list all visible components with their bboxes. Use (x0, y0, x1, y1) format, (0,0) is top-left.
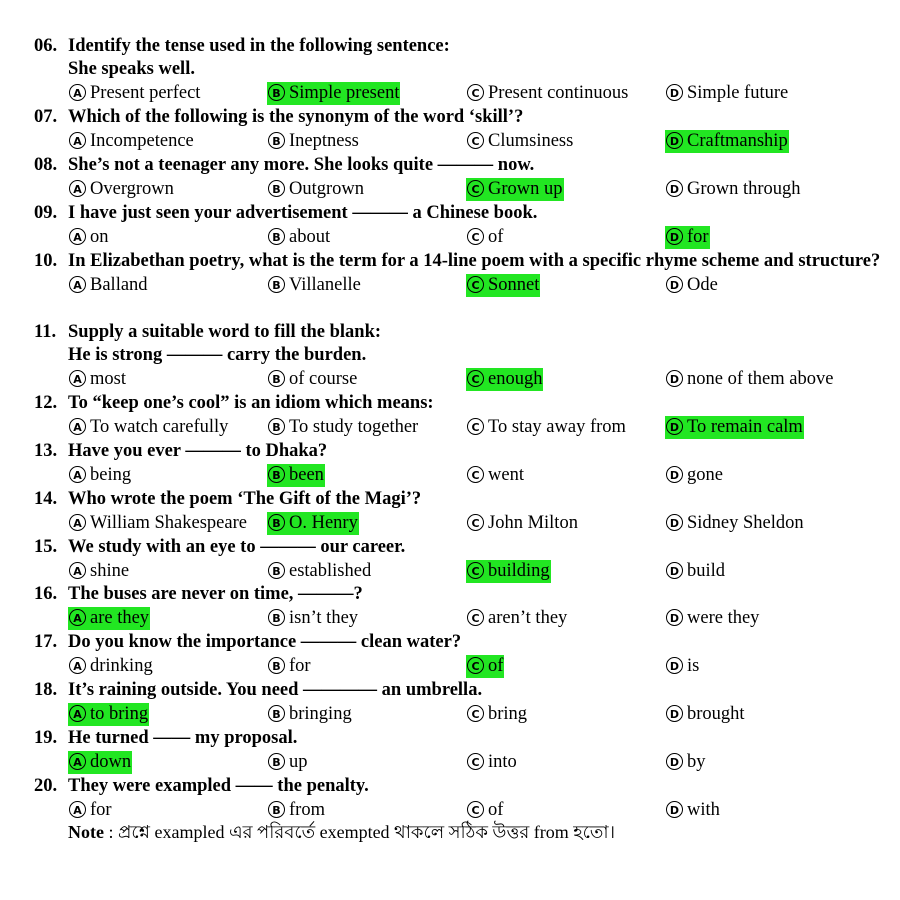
option-text: for (90, 800, 112, 820)
option-text: Clumsiness (488, 131, 574, 151)
option-text: build (687, 561, 726, 581)
option (68, 655, 154, 678)
option-text: Overgrown (90, 179, 174, 199)
question-number: 19. (34, 728, 58, 748)
option-text: of (488, 227, 504, 247)
option (267, 607, 359, 630)
option-letter-icon: D (666, 180, 683, 197)
question-text: Which of the following is the synonym of the word ‘skill’? (68, 107, 524, 127)
correct-option (267, 512, 359, 535)
option-text: Ineptness (289, 131, 359, 151)
option (68, 464, 132, 487)
option-text: gone (687, 465, 723, 485)
option-text: To stay away from (488, 417, 626, 437)
question-text: We study with an eye to ——— our career. (68, 537, 406, 557)
option-text: brought (687, 704, 745, 724)
options-row (34, 130, 884, 154)
option-text: for (289, 656, 311, 676)
question-number: 16. (34, 584, 58, 604)
option-text: Incompetence (90, 131, 194, 151)
option-letter-icon: A (69, 657, 86, 674)
option-letter-icon: D (666, 514, 683, 531)
option-text: on (90, 227, 109, 247)
option-letter-icon: B (268, 84, 285, 101)
question-text: He turned —— my proposal. (68, 728, 298, 748)
option-letter-icon: B (268, 657, 285, 674)
option-text: drinking (90, 656, 153, 676)
option (68, 560, 130, 583)
option-letter-icon: B (268, 514, 285, 531)
question-text: It’s raining outside. You need ———— an umbrella. (68, 680, 483, 700)
options-row (34, 416, 884, 440)
options-row (34, 560, 884, 584)
question-number: 14. (34, 489, 58, 509)
option-letter-icon: C (467, 370, 484, 387)
option (665, 178, 802, 201)
question (34, 727, 884, 775)
option-text: went (488, 465, 524, 485)
option (267, 274, 362, 297)
option-text: up (289, 752, 308, 772)
option-letter-icon: B (268, 132, 285, 149)
option-letter-icon: A (69, 418, 86, 435)
option (267, 799, 326, 822)
option (68, 178, 175, 201)
option (466, 226, 504, 249)
question-number: 20. (34, 776, 58, 796)
question (34, 679, 884, 727)
option-letter-icon: B (268, 180, 285, 197)
option (665, 799, 721, 822)
option-text: Simple future (687, 83, 789, 103)
option-letter-icon: D (666, 705, 683, 722)
option-letter-icon: D (666, 562, 683, 579)
option (665, 82, 789, 105)
option-letter-icon: A (69, 609, 86, 626)
question-number: 12. (34, 393, 58, 413)
option (68, 799, 113, 822)
option (68, 416, 229, 439)
option-letter-icon: D (666, 609, 683, 626)
option (267, 751, 309, 774)
options-row (34, 751, 884, 775)
option (665, 560, 726, 583)
question-number: 08. (34, 155, 58, 175)
option-text: To remain calm (687, 417, 803, 437)
option (267, 226, 331, 249)
note-separator: : (103, 822, 118, 842)
question-number: 07. (34, 107, 58, 127)
option-letter-icon: A (69, 228, 86, 245)
option-letter-icon: C (467, 466, 484, 483)
correct-option (68, 751, 132, 774)
option-text: To watch carefully (90, 417, 229, 437)
option-text: William Shakespeare (90, 513, 247, 533)
option-letter-icon: B (268, 609, 285, 626)
option-text: being (90, 465, 132, 485)
option-text: Sonnet (488, 275, 540, 295)
option (267, 703, 353, 726)
option-text: of (488, 800, 504, 820)
question-sentence: She speaks well. (68, 59, 195, 79)
question (34, 321, 884, 392)
options-row (34, 368, 884, 392)
options-row (34, 703, 884, 727)
option-text: none of them above (687, 369, 834, 389)
option-letter-icon: C (467, 180, 484, 197)
option-text: Present perfect (90, 83, 201, 103)
option-text: To study together (289, 417, 419, 437)
option-letter-icon: B (268, 276, 285, 293)
options-row (34, 274, 884, 298)
option (267, 178, 365, 201)
option-letter-icon: A (69, 466, 86, 483)
options-row (34, 178, 884, 202)
option (267, 368, 358, 391)
question-text: Supply a suitable word to fill the blank: (68, 322, 382, 342)
option-text: Grown through (687, 179, 801, 199)
option-text: established (289, 561, 372, 581)
question (34, 154, 884, 202)
option-letter-icon: A (69, 514, 86, 531)
option (466, 799, 504, 822)
correct-option (466, 655, 504, 678)
options-row (34, 464, 884, 488)
option-letter-icon: A (69, 562, 86, 579)
option-letter-icon: D (666, 657, 683, 674)
option-text: into (488, 752, 517, 772)
options-row (34, 82, 884, 106)
question-text: They were exampled —— the penalty. (68, 776, 369, 796)
option (466, 703, 528, 726)
question-text: Have you ever ——— to Dhaka? (68, 441, 328, 461)
question-text: She’s not a teenager any more. She looks quite ——— now. (68, 155, 535, 175)
option (68, 226, 110, 249)
option (466, 130, 574, 153)
question (34, 35, 884, 106)
option (665, 607, 760, 630)
option-text: Craftmanship (687, 131, 788, 151)
option-letter-icon: A (69, 753, 86, 770)
option-letter-icon: B (268, 753, 285, 770)
correct-option (267, 82, 400, 105)
question-text: Who wrote the poem ‘The Gift of the Magi’? (68, 489, 422, 509)
option-text: Villanelle (289, 275, 361, 295)
option-letter-icon: C (467, 609, 484, 626)
question (34, 202, 884, 250)
question-number: 10. (34, 251, 58, 271)
option (267, 560, 372, 583)
question (34, 250, 884, 298)
option-letter-icon: B (268, 562, 285, 579)
option (267, 655, 312, 678)
option (665, 368, 834, 391)
correct-option (466, 178, 564, 201)
note-label: Note (68, 822, 104, 842)
option (665, 655, 700, 678)
question-number: 18. (34, 680, 58, 700)
question-number: 13. (34, 441, 58, 461)
option-letter-icon: D (666, 228, 683, 245)
correct-option (68, 607, 150, 630)
option-letter-icon: A (69, 84, 86, 101)
correct-option (665, 130, 789, 153)
question (34, 440, 884, 488)
option-letter-icon: D (666, 753, 683, 770)
option-letter-icon: C (467, 657, 484, 674)
option-letter-icon: B (268, 228, 285, 245)
option-letter-icon: D (666, 466, 683, 483)
question-text: The buses are never on time, ———? (68, 584, 363, 604)
question-text: Do you know the importance ——— clean water? (68, 632, 462, 652)
option-text: shine (90, 561, 130, 581)
option (466, 607, 568, 630)
option-text: by (687, 752, 706, 772)
option-letter-icon: A (69, 276, 86, 293)
note-text: প্রশ্নে exampled এর পরিবর্তে exempted থাকলে সঠিক উত্তর from হতো। (118, 822, 616, 842)
options-row (34, 607, 884, 631)
question-text: In Elizabethan poetry, what is the term for a 14-line poem with a specific rhyme scheme and structure? (68, 251, 881, 271)
option (665, 274, 719, 297)
option-letter-icon: A (69, 370, 86, 387)
option-text: is (687, 656, 700, 676)
option-letter-icon: D (666, 801, 683, 818)
option (665, 512, 805, 535)
option-letter-icon: C (467, 132, 484, 149)
option-letter-icon: B (268, 705, 285, 722)
note (68, 821, 615, 844)
option (68, 274, 149, 297)
option-letter-icon: D (666, 370, 683, 387)
option-text: down (90, 752, 132, 772)
question-number: 06. (34, 36, 58, 56)
correct-option (466, 368, 543, 391)
option-letter-icon: C (467, 276, 484, 293)
option-text: O. Henry (289, 513, 358, 533)
option-letter-icon: D (666, 418, 683, 435)
option-letter-icon: C (467, 801, 484, 818)
option-letter-icon: C (467, 228, 484, 245)
question (34, 631, 884, 679)
option-text: most (90, 369, 126, 389)
option-text: of (488, 656, 504, 676)
option-letter-icon: C (467, 562, 484, 579)
question (34, 583, 884, 631)
option-letter-icon: D (666, 276, 683, 293)
option (466, 416, 627, 439)
option-text: of course (289, 369, 358, 389)
option (68, 512, 248, 535)
option (665, 703, 746, 726)
option-letter-icon: A (69, 705, 86, 722)
option (267, 130, 360, 153)
correct-option (665, 226, 710, 249)
question-number: 11. (34, 322, 57, 342)
option-letter-icon: D (666, 132, 683, 149)
options-row (34, 799, 884, 823)
options-row (34, 226, 884, 250)
correct-option (466, 560, 551, 583)
option-text: for (687, 227, 709, 247)
option-letter-icon: B (268, 801, 285, 818)
option-text: Balland (90, 275, 148, 295)
option-text: Simple present (289, 83, 400, 103)
option (466, 512, 579, 535)
question (34, 392, 884, 440)
option (68, 130, 195, 153)
question-text: To “keep one’s cool” is an idiom which means: (68, 393, 434, 413)
correct-option (466, 274, 540, 297)
option-letter-icon: D (666, 84, 683, 101)
option-text: with (687, 800, 720, 820)
question-sentence: He is strong ——— carry the burden. (68, 345, 367, 365)
option-text: were they (687, 608, 760, 628)
option-text: about (289, 227, 331, 247)
option (68, 82, 201, 105)
question-text: I have just seen your advertisement ——— a Chinese book. (68, 203, 538, 223)
option (466, 464, 525, 487)
option-text: are they (90, 608, 150, 628)
option-letter-icon: C (467, 418, 484, 435)
option (68, 368, 127, 391)
option-letter-icon: A (69, 180, 86, 197)
option-letter-icon: C (467, 514, 484, 531)
option (267, 416, 419, 439)
option-text: enough (488, 369, 543, 389)
option-text: Present continuous (488, 83, 629, 103)
option-text: aren’t they (488, 608, 568, 628)
option-letter-icon: B (268, 466, 285, 483)
option-letter-icon: C (467, 84, 484, 101)
option-text: Grown up (488, 179, 563, 199)
option-text: from (289, 800, 325, 820)
option-letter-icon: C (467, 753, 484, 770)
option-letter-icon: A (69, 132, 86, 149)
option-text: bringing (289, 704, 352, 724)
option-text: bring (488, 704, 528, 724)
option (665, 751, 707, 774)
option-letter-icon: A (69, 801, 86, 818)
option-text: to bring (90, 704, 149, 724)
option-text: Outgrown (289, 179, 365, 199)
correct-option (665, 416, 804, 439)
option-text: been (289, 465, 324, 485)
question-text: Identify the tense used in the following sentence: (68, 36, 450, 56)
question-number: 17. (34, 632, 58, 652)
option (466, 82, 629, 105)
option-letter-icon: C (467, 705, 484, 722)
correct-option (267, 464, 325, 487)
question (34, 536, 884, 584)
question (34, 488, 884, 536)
option-text: Ode (687, 275, 718, 295)
option-text: isn’t they (289, 608, 359, 628)
question-number: 15. (34, 537, 58, 557)
option (466, 751, 518, 774)
option (665, 464, 724, 487)
option-letter-icon: B (268, 418, 285, 435)
question (34, 775, 884, 823)
options-row (34, 655, 884, 679)
correct-option (68, 703, 149, 726)
question (34, 106, 884, 154)
options-row (34, 512, 884, 536)
option-text: John Milton (488, 513, 578, 533)
option-text: building (488, 561, 550, 581)
option-letter-icon: B (268, 370, 285, 387)
option-text: Sidney Sheldon (687, 513, 804, 533)
question-number: 09. (34, 203, 58, 223)
